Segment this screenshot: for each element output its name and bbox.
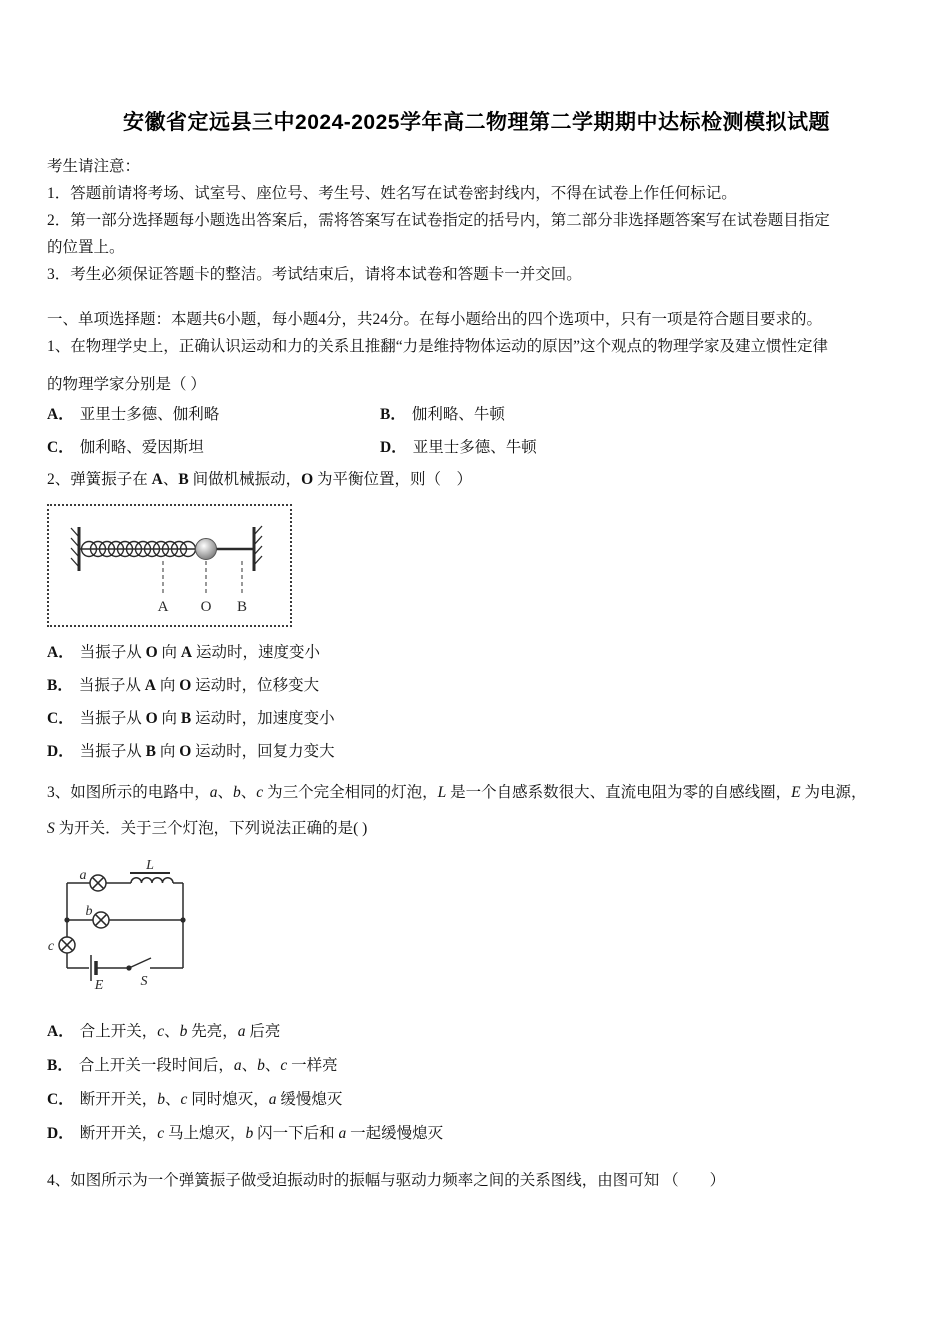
label-E: E [94, 978, 104, 991]
q1-option-a [47, 399, 380, 431]
q3-option-a [47, 1015, 906, 1049]
option-label: D． [47, 743, 74, 760]
q2-stem: 2、弹簧振子在 A、B 间做机械振动，O 为平衡位置，则（ ） [47, 471, 473, 488]
notice-line-4: 3．考生必须保证答题卡的整洁。考试结束后，请将本试卷和答题卡一并交回。 [47, 266, 582, 283]
mass-ball [196, 539, 217, 560]
q3-option-d [47, 1117, 906, 1151]
q1-options-row-1 [47, 399, 906, 431]
q2-option-a [47, 636, 906, 669]
q4-stem: 4、如图所示为一个弹簧振子做受迫振动时的振幅与驱动力频率之间的关系图线，由图可知 （ ） [47, 1172, 726, 1189]
q2-option-b [47, 669, 906, 702]
junction-dot-left [64, 917, 69, 922]
option-label: C． [47, 710, 74, 727]
position-labels [158, 599, 247, 615]
junction-dot-right [180, 917, 185, 922]
exam-title: 安徽省定远县三中2024-2025学年高二物理第二学期期中达标检测模拟试题 [123, 111, 830, 134]
option-text: 断开开关，b、c 同时熄灭，a 缓慢熄灭 [79, 1091, 343, 1108]
position-guides [163, 561, 242, 594]
q1-option-b [380, 399, 713, 431]
q2-options [47, 636, 906, 768]
option-text: 伽利略、爱因斯坦 [79, 439, 204, 456]
option-text: 亚里士多德、伽利略 [79, 406, 220, 423]
label-S: S [140, 974, 148, 989]
option-label: D． [380, 439, 407, 456]
notice-heading: 考生请注意： [47, 158, 141, 175]
q1-options-row-2 [47, 432, 906, 464]
spring-oscillator-figure [47, 504, 292, 627]
label-A: A [157, 599, 169, 615]
label-c: c [47, 939, 55, 954]
option-text: 伽利略、牛顿 [411, 406, 505, 423]
wall-right [254, 526, 262, 571]
option-text: 合上开关一段时间后，a、b、c 一样亮 [78, 1057, 338, 1074]
lamp-c-icon [59, 937, 75, 953]
q3-options [47, 1015, 906, 1151]
option-text: 断开开关，c 马上熄灭，b 闪一下后和 a 一起缓慢熄灭 [79, 1125, 444, 1142]
switch-icon [126, 958, 151, 971]
option-label: C． [47, 1091, 74, 1108]
option-label: A． [47, 644, 74, 661]
lamp-b-icon [93, 912, 109, 928]
wall-left [71, 527, 79, 571]
lamp-a-icon [90, 875, 106, 891]
option-label: B． [47, 677, 73, 694]
option-label: C． [47, 439, 74, 456]
q2-option-d [47, 735, 906, 768]
label-b: b [85, 904, 93, 919]
option-text: 当振子从 O 向 B 运动时，加速度变小 [79, 710, 335, 727]
q1-stem-line-2: 的物理学家分别是（ ） [47, 376, 206, 393]
q3-stem-line-1: 3、如图所示的电路中，a、b、c 为三个完全相同的灯泡，L 是一个自感系数很大、直流电阻为零的自感线圈，E 为电源， [47, 784, 867, 801]
spring-coil [79, 542, 199, 557]
option-text: 当振子从 B 向 O 运动时，回复力变大 [79, 743, 335, 760]
section-1-heading: 一、单项选择题：本题共6小题，每小题4分，共24分。在每小题给出的四个选项中，只有一项是符合题目要求的。 [47, 311, 823, 328]
inductor-icon [130, 873, 173, 883]
q1-stem-line-1: 1、在物理学史上，正确认识运动和力的关系且推翻“力是维持物体运动的原因”这个观点的物理学家及建立惯性定律 [47, 338, 829, 355]
q1-option-d [380, 432, 713, 464]
option-text: 亚里士多德、牛顿 [412, 439, 537, 456]
q3-option-b [47, 1049, 906, 1083]
option-label: B． [380, 406, 406, 423]
q3-option-c [47, 1083, 906, 1117]
notice-line-3: 的位置上。 [47, 239, 125, 256]
q2-option-c [47, 702, 906, 735]
label-B: B [236, 599, 248, 615]
option-text: 当振子从 O 向 A 运动时，速度变小 [79, 644, 321, 661]
label-a: a [79, 868, 87, 883]
option-text: 当振子从 A 向 O 运动时，位移变大 [78, 677, 320, 694]
label-O: O [200, 599, 212, 615]
option-label: A． [47, 406, 74, 423]
option-label: B． [47, 1057, 73, 1074]
notice-line-1: 1．答题前请将考场、试室号、座位号、考生号、姓名写在试卷密封线内，不得在试卷上作任何标记。 [47, 185, 737, 202]
q1-option-c [47, 432, 380, 464]
notice-line-2: 2．第一部分选择题每小题选出答案后，需将答案写在试卷指定的括号内，第二部分非选择题答案写在试卷题目指定 [47, 212, 830, 229]
circuit-wires [67, 883, 183, 968]
option-label: D． [47, 1125, 74, 1142]
option-label: A． [47, 1023, 74, 1040]
q3-stem-line-2: S 为开关．关于三个灯泡，下列说法正确的是( ) [47, 820, 368, 837]
label-L: L [146, 858, 154, 873]
option-text: 合上开关，c、b 先亮，a 后亮 [79, 1023, 281, 1040]
circuit-figure [47, 856, 197, 991]
